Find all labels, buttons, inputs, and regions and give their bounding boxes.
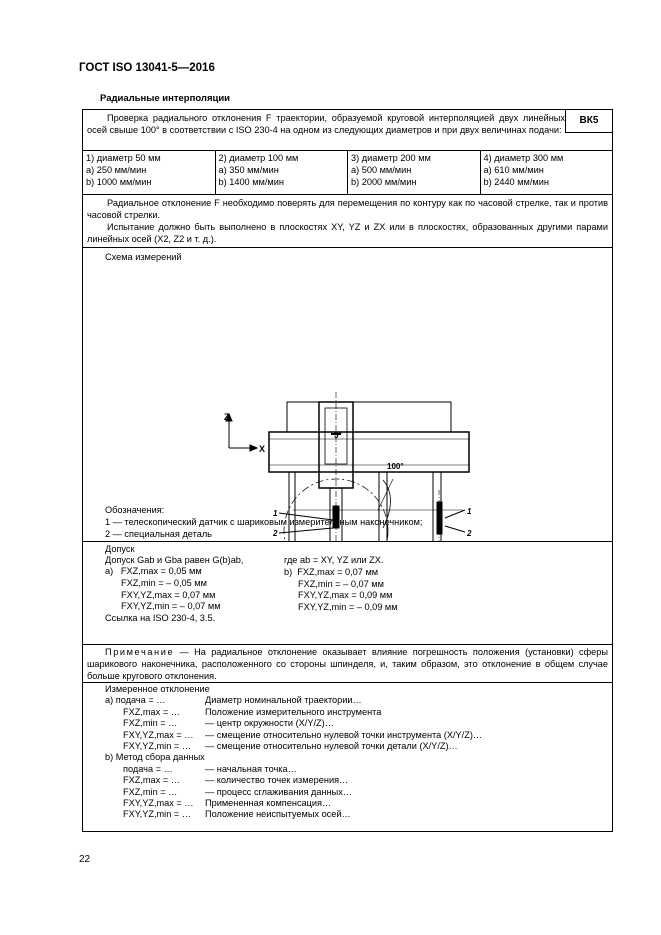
measured-value: Диаметр номинальной траектории… — [205, 695, 362, 706]
instruction-direction: Радиальное отклонение F необходимо поверять для перемещения по контуру как по часовой стрелке, так и против часовой стрелки. — [87, 198, 608, 220]
measured-key: FXY,YZ,max = … — [123, 797, 194, 808]
measured-key: FXY,YZ,min = … — [123, 740, 191, 751]
feed-b: b) 1400 мм/мин — [218, 176, 284, 187]
tolerance-b — [284, 555, 398, 614]
tolerance-g-line: Допуск Gab и Gba равен G(b)ab, — [105, 555, 244, 565]
measured-value: Положение измерительного инструмента — [205, 706, 382, 717]
diagram-title: Схема измерений — [105, 252, 182, 262]
note-row — [83, 645, 612, 683]
label-2-left: 2 — [273, 529, 278, 538]
feed-b: b) 1000 мм/мин — [86, 176, 152, 187]
note-text: — На радиальное отклонение оказывает влияние погрешность положения (установки) сферы шарикового наконечника, расположенного со стороны шпинделя, и, таким образом, это отклонение в общем случае больше кругового отклонения. — [87, 647, 608, 681]
tolerance-reference: Ссылка на ISO 230-4, 3.5. — [105, 613, 216, 623]
instructions-row — [83, 195, 612, 248]
test-code: ВК5 — [565, 110, 612, 133]
measured-row — [83, 683, 612, 831]
note — [87, 647, 608, 683]
feed-a: a) 500 мм/мин — [351, 164, 412, 175]
test-table — [82, 109, 613, 832]
feed-a: a) 610 мм/мин — [483, 164, 544, 175]
label-1-right: 1 — [467, 507, 472, 516]
measurement-diagram — [83, 248, 612, 542]
diameter-label: 1) диаметр 50 мм — [86, 153, 161, 163]
label-2-right: 2 — [467, 529, 472, 538]
label-1-left: 1 — [273, 509, 278, 518]
legend-item-1: 1 — телескопический датчик с шариковым измерительным наконечником; — [105, 516, 423, 527]
diameter-cell — [481, 151, 613, 194]
tolerance-value: FXZ,min = – 0,05 мм — [121, 577, 207, 588]
measured-key: FXZ,min = … — [123, 718, 178, 729]
measured-key: FXZ,max = … — [123, 706, 180, 717]
tolerance-value: FXZ,min = – 0,07 мм — [298, 578, 384, 589]
measured-value: Примененная компенсация… — [205, 797, 332, 808]
legend — [105, 505, 422, 541]
diagram-row — [83, 248, 612, 542]
measured-key: a) подача = … — [105, 695, 166, 706]
measured-value: Положение неиспытуемых осей… — [205, 809, 351, 820]
instruction-planes: Испытание должно быть выполнено в плоскостях XY, YZ и ZX или в плоскостях, образованных другими парами линейных осей (X2, Z2 и т. д.). — [87, 221, 608, 244]
measured-key: подача = … — [123, 763, 173, 774]
measured-title: Измеренное отклонение — [105, 684, 210, 694]
document-header: ГОСТ ISO 13041-5—2016 — [79, 62, 215, 74]
feed-b: b) 2440 мм/мин — [483, 176, 549, 187]
tolerance-value: FXZ,max = 0,07 мм — [297, 566, 379, 577]
measured-value: — центр окружности (X/Y/Z)… — [205, 718, 334, 729]
feed-b: b) 2000 мм/мин — [351, 176, 417, 187]
tolerance-a — [105, 566, 221, 613]
feed-a: a) 250 мм/мин — [86, 164, 147, 175]
measured-value: — смещение относительно нулевой точки инструмента (X/Y/Z)… — [205, 729, 483, 740]
measured-value: — смещение относительно нулевой точки детали (X/Y/Z)… — [205, 740, 458, 751]
tolerance-b-label: b) — [284, 566, 293, 577]
tolerance-value: FXY,YZ,max = 0,09 мм — [298, 590, 393, 601]
feed-a: a) 350 мм/мин — [218, 164, 279, 175]
tolerance-where: где ab = XY, YZ или ZX. — [284, 555, 384, 565]
axis-x-label: X — [259, 444, 266, 454]
diameter-label: 2) диаметр 100 мм — [218, 153, 299, 163]
tolerance-value: FXY,YZ,max = 0,07 мм — [121, 589, 216, 600]
test-description: Проверка радиального отклонения F траектории, образуемой круговой интерполяцией двух линейных осей свыше 100° в соответствии с ISO 230-4 на одном из следующих диаметров и при двух величинах подачи: — [87, 113, 565, 135]
measured-key: FXZ,max = … — [123, 775, 180, 786]
measured-key: FXY,YZ,max = … — [123, 729, 194, 740]
tolerance-title: Допуск — [105, 544, 135, 554]
measured-key: FXY,YZ,min = … — [123, 809, 191, 820]
tolerance-value: FXZ,max = 0,05 мм — [120, 566, 202, 576]
measured-value: — количество точек измерения… — [205, 775, 349, 786]
axis-z-label: Z — [224, 412, 230, 422]
x-arrow-icon — [250, 445, 257, 451]
crossbeam — [269, 432, 469, 472]
measured-value: — начальная точка… — [205, 763, 297, 774]
legend-title: Обозначения: — [105, 505, 165, 515]
tolerance-value: FXY,YZ,min = – 0,07 мм — [121, 601, 221, 612]
diameter-cell — [83, 151, 216, 194]
page-number: 22 — [79, 854, 91, 865]
legend-item-2: 2 — специальная деталь — [105, 528, 212, 539]
angle-large: 100° — [387, 462, 404, 471]
measured-key: b) Метод сбора данных — [105, 752, 205, 763]
tolerance-value: FXY,YZ,min = – 0,09 мм — [298, 602, 398, 613]
column-head — [287, 402, 451, 432]
test-description-row — [83, 110, 612, 151]
angle-small: 5° — [334, 431, 342, 440]
tolerance-a-label: a) — [105, 566, 114, 576]
measured-value: — процесс сглаживания данных… — [205, 786, 353, 797]
note-label: Примечание — [105, 647, 175, 657]
tolerance-row — [83, 542, 612, 645]
measured-key: FXZ,min = … — [123, 786, 178, 797]
diameter-label: 3) диаметр 200 мм — [351, 153, 431, 163]
diameter-cell — [216, 151, 349, 194]
diameters-row — [83, 151, 612, 195]
section-title: Радиальные интерполяции — [100, 93, 231, 104]
diameter-label: 4) диаметр 300 мм — [483, 153, 564, 163]
diameter-cell — [348, 151, 481, 194]
